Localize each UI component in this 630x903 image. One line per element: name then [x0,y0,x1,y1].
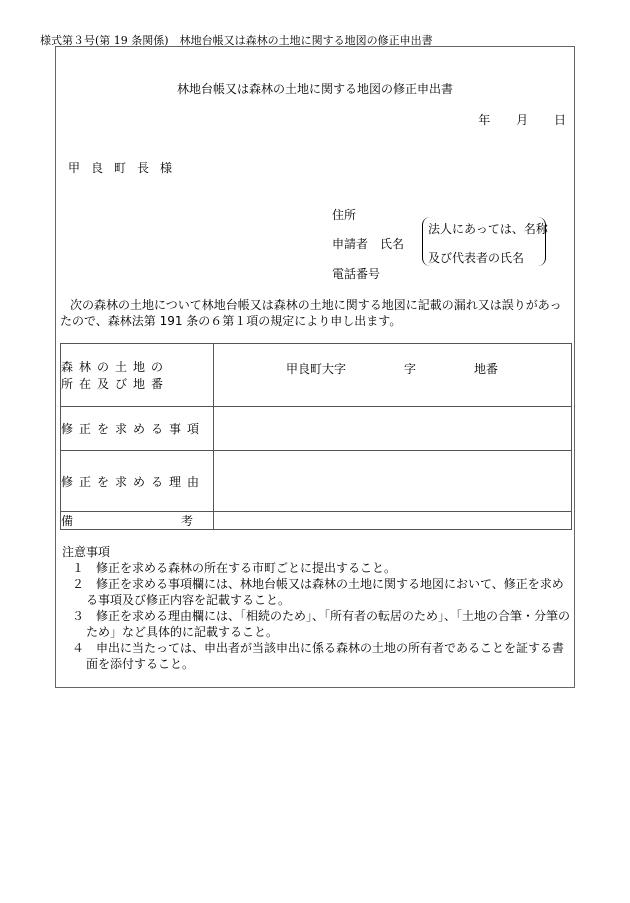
addressee: 甲良町長様 [68,161,184,175]
correction-item-text: 修正を求める事項 [61,422,206,436]
location-value-cell[interactable] [214,344,572,407]
table-row [61,407,572,451]
note-item: ２ 修正を求める事項欄には、林地台帳又は森林の土地に関する地図において、修正を求める事項及び修正内容を記載すること。 [72,577,564,607]
corporate-note-line2: 及び代表者の氏名 [428,251,525,265]
document-title: 林地台帳又は森林の土地に関する地図の修正申出書 [176,82,453,96]
date-day[interactable]: 日 [553,113,566,127]
table-row [61,451,572,512]
correction-reason-cell[interactable] [214,451,572,512]
location-aza: 字 [404,362,417,376]
remarks-label-right: 考 [180,514,193,528]
remarks-label [61,512,214,530]
location-town: 甲良町大字 [286,362,347,376]
remarks-label-left: 備 [61,514,74,528]
corporate-note-line1: 法人にあっては、名称 [428,222,548,236]
applicant-label: 申請者 [332,237,369,251]
form-frame [55,46,575,688]
correction-item-label [61,407,214,451]
remarks-cell[interactable] [214,512,572,530]
application-table [60,343,572,530]
date-year[interactable]: 年 [478,113,491,127]
location-lot: 地番 [474,362,499,376]
correction-reason-label [61,451,214,512]
declaration-text: 次の森林の土地について林地台帳又は森林の土地に関する地図に記載の漏れ又は誤りがあったので、森林法第 191 条の６第１項の規定により申し出ます。 [60,298,562,328]
table-row [61,344,572,407]
phone-label: 電話番号 [332,267,381,281]
table-row [61,512,572,530]
location-label-line1: 森林の土地の [61,360,170,374]
note-item: １ 修正を求める森林の所在する市町ごとに提出すること。 [72,561,397,575]
correction-reason-text: 修正を求める理由 [61,474,206,489]
corporate-note-bracket [422,217,546,266]
name-label: 氏名 [380,237,405,251]
form-number: 様式第３号(第 19 条関係) 林地台帳又は森林の土地に関する地図の修正申出書 [40,34,433,47]
notes-heading: 注意事項 [62,545,111,559]
date-line [456,111,566,128]
address-label: 住所 [332,208,357,222]
date-month[interactable]: 月 [516,113,529,127]
location-label-line2: 所在及び地番 [61,377,170,391]
location-label-cell [61,344,214,407]
note-item: ３ 修正を求める理由欄には、「相続のため」、「所有者の転居のため」、「土地の合筆・分筆のため」など具体的に記載すること。 [72,609,571,639]
note-item: ４ 申出に当たっては、申出者が当該申出に係る森林の土地の所有者であることを証する書面を添付すること。 [72,641,565,671]
correction-item-cell[interactable] [214,407,572,451]
notes-section [62,544,572,672]
